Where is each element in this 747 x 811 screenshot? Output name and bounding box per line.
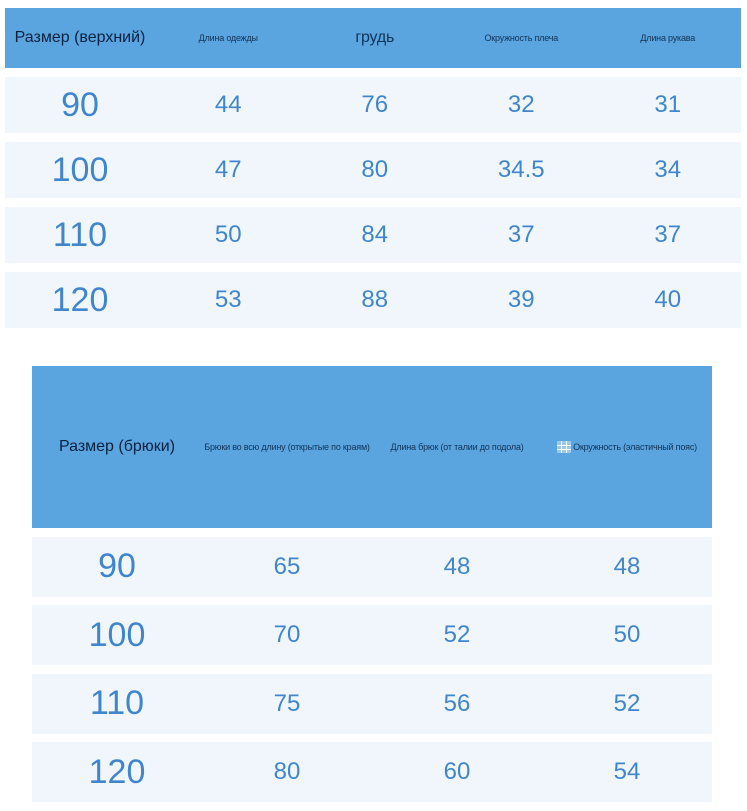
header-cell: Длина одежды: [198, 33, 258, 43]
header-cell: Размер (верхний): [14, 29, 146, 46]
bottom-size-table: [32, 366, 712, 802]
value-cell: 32: [507, 91, 535, 118]
value-cell: 44: [214, 91, 242, 118]
value-cell: 53: [214, 286, 242, 313]
size-cell: 110: [52, 215, 108, 254]
table-row: [5, 207, 741, 263]
value-cell: 70: [273, 621, 301, 648]
value-cell: 52: [443, 621, 471, 648]
value-cell: 56: [443, 689, 471, 717]
size-cell: 90: [61, 85, 99, 124]
grid-icon: [557, 441, 571, 453]
header-cell: Окружность плеча: [484, 33, 559, 43]
bottom-table-header: [32, 366, 712, 528]
top-table-header: [5, 8, 741, 68]
table-row: [32, 605, 712, 665]
value-cell: 88: [361, 286, 389, 313]
value-cell: 60: [443, 758, 471, 785]
table-row: [5, 77, 741, 133]
value-cell: 31: [654, 91, 682, 118]
header-cell-label: Окружность (эластичный пояс): [573, 442, 697, 452]
size-cell: 100: [51, 150, 109, 189]
value-cell: 48: [443, 552, 471, 580]
value-cell: 40: [654, 286, 682, 313]
value-cell: 34.5: [497, 156, 545, 183]
table-row: [5, 272, 741, 328]
size-cell: 120: [88, 752, 146, 791]
size-cell: 120: [51, 280, 109, 319]
value-cell: 48: [613, 552, 641, 580]
value-cell: 76: [361, 91, 389, 118]
size-cell: 90: [98, 547, 136, 585]
table-row: [32, 537, 712, 597]
value-cell: 34: [654, 156, 682, 183]
table-row: [32, 674, 712, 734]
value-cell: 65: [273, 552, 301, 580]
header-cell: грудь: [355, 29, 395, 46]
header-cell: Брюки во всю длину (открытые по краям): [204, 442, 370, 452]
value-cell: 37: [654, 221, 682, 248]
header-cell: Длина брюк (от талии до подола): [390, 442, 524, 452]
table-row: [5, 142, 741, 198]
top-size-table: [5, 8, 741, 328]
value-cell: 47: [214, 156, 242, 183]
value-cell: 39: [507, 286, 535, 313]
size-cell: 100: [88, 615, 146, 654]
table-row: [32, 742, 712, 802]
header-cell: Длина рукава: [640, 33, 696, 43]
value-cell: 84: [361, 221, 389, 248]
value-cell: 50: [613, 621, 641, 648]
value-cell: 52: [613, 689, 641, 717]
value-cell: 80: [361, 156, 389, 183]
value-cell: 54: [613, 758, 641, 785]
value-cell: 50: [214, 221, 242, 248]
value-cell: 80: [273, 758, 301, 785]
value-cell: 75: [273, 689, 301, 717]
size-cell: 110: [89, 684, 145, 722]
header-cell: Размер (брюки): [58, 438, 176, 455]
header-cell: [542, 441, 712, 453]
value-cell: 37: [507, 221, 535, 248]
